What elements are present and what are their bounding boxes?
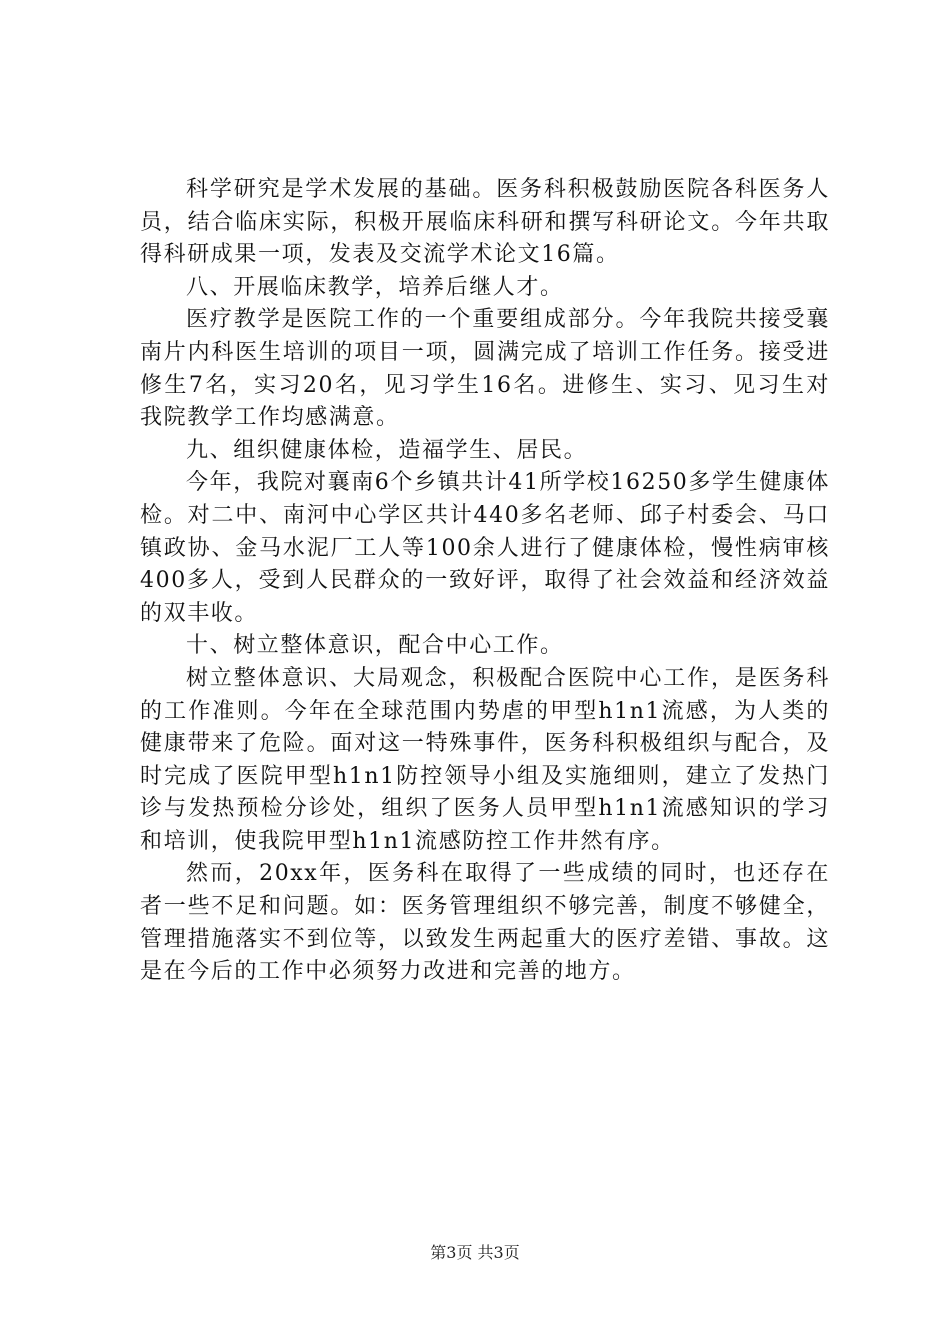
document-body: [140, 174, 830, 989]
paragraph-shortcomings: 然而，20xx年，医务科在取得了一些成绩的同时，也还存在者一些不足和问题。如：医务管理组织不够完善，制度不够健全，管理措施落实不到位等，以致发生两起重大的医疗差错、事故。这是在今后的工作中必须努力改进和完善的地方。: [140, 861, 830, 985]
paragraph-h1n1: 树立整体意识、大局观念，积极配合医院中心工作，是医务科的工作准则。今年在全球范围内势虐的甲型h1n1流感，为人类的健康带来了危险。面对这一特殊事件，医务科积极组织与配合，及时完成了医院甲型h1n1防控领导小组及实施细则，建立了发热门诊与发热预检分诊处，组织了医务人员甲型h1n1流感知识的学习和培训，使我院甲型h1n1流感防控工作井然有序。: [140, 665, 830, 854]
section-heading-8: 八、开展临床教学，培养后继人才。: [186, 274, 564, 300]
paragraph-teaching: 医疗教学是医院工作的一个重要组成部分。今年我院共接受襄南片内科医生培训的项目一项，圆满完成了培训工作任务。接受进修生7名，实习20名，见习学生16名。进修生、实习、见习生对我院教学工作均感满意。: [140, 307, 830, 431]
section-heading-9: 九、组织健康体检，造福学生、居民。: [186, 437, 588, 463]
section-heading-10: 十、树立整体意识，配合中心工作。: [186, 633, 564, 659]
page-number-footer: 第3页 共3页: [430, 1243, 520, 1262]
paragraph-health-check: 今年，我院对襄南6个乡镇共计41所学校16250多学生健康体检。对二中、南河中心学区共计440多名老师、邱子村委会、马口镇政协、金马水泥厂工人等100余人进行了健康体检，慢性病审核400多人，受到人民群众的一致好评，取得了社会效益和经济效益的双丰收。: [140, 470, 830, 626]
paragraph-research: 科学研究是学术发展的基础。医务科积极鼓励医院各科医务人员，结合临床实际，积极开展临床科研和撰写科研论文。今年共取得科研成果一项，发表及交流学术论文16篇。: [140, 177, 830, 268]
